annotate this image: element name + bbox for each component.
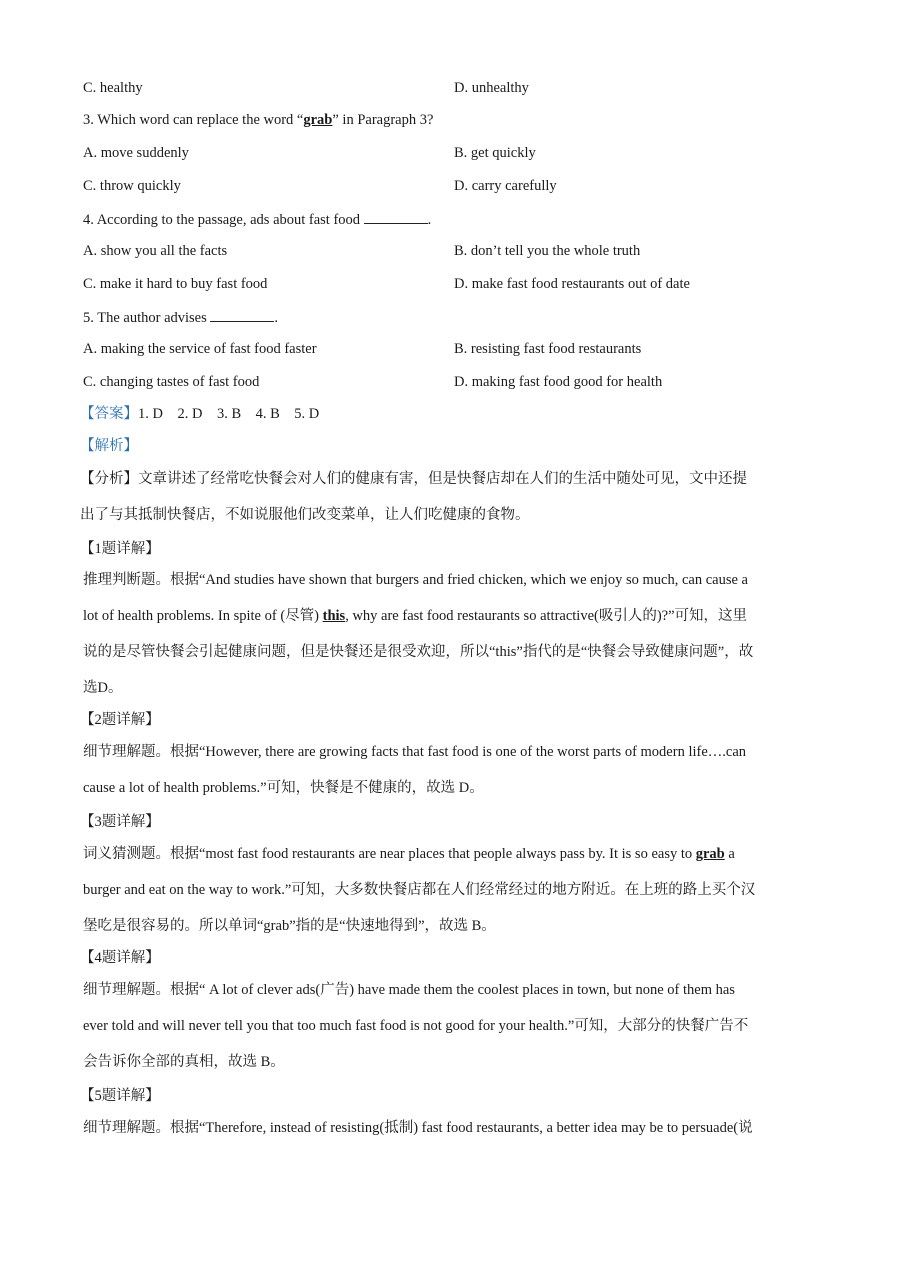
detail-3-line-2: burger and eat on the way to work.”可知，大多数快餐店都在人们经常经过的地方附近。在上班的路上买个汉 [83,882,756,898]
detail-3-line-1 [83,836,827,872]
q5-option-d: D. making fast food good for health [454,374,663,390]
detail-4-line-3: 会告诉你全部的真相，故选 B。 [83,1054,285,1070]
q3-stem-post: ” in Paragraph 3? [332,112,434,128]
detail-2-paragraph [83,734,827,806]
q2-option-c: C. healthy [83,80,143,96]
q4-stem: 4. According to the passage, ads about fast food . [83,209,431,230]
q3-option-b: B. get quickly [454,145,536,161]
detail-2-line-1: 细节理解题。根据“However, there are growing facts that fast food is one of the worst parts of modern life….can [83,744,747,760]
detail-1-line-2-pre: lot of health problems. In spite of (尽管) [83,608,323,624]
q3-option-c: C. throw quickly [83,178,181,194]
q5-answer-blank [210,307,274,322]
detail-3-line-1-pre: 词义猜测题。根据“most fast food restaurants are near places that people always pass by. It is so easy to [83,846,696,862]
q3-stem-pre: 3. Which word can replace the word “ [83,112,304,128]
q4-option-d: D. make fast food restaurants out of date [454,276,690,292]
detail-1-title: 【1题详解】 [80,541,160,557]
q3-option-d: D. carry carefully [454,178,557,194]
q4-stem-text: 4. According to the passage, ads about fast food [83,212,361,228]
detail-1-line-2 [83,598,827,634]
summary-line-2: 出了与其抵制快餐店，不如说服他们改变菜单，让人们吃健康的食物。 [80,507,530,523]
detail-3-paragraph [83,836,827,944]
detail-1-paragraph [83,562,827,706]
detail-4-paragraph [83,972,827,1080]
detail-3-line-1-post: a [724,846,735,862]
q3-option-a: A. move suddenly [83,145,189,161]
summary-paragraph [80,461,824,533]
summary-line-1: 【分析】文章讲述了经常吃快餐会对人们的健康有害，但是快餐店却在人们的生活中随处可见，文中还提 [80,471,747,487]
answer-label: 【答案】 [80,406,138,422]
detail-5-title: 【5题详解】 [80,1088,160,1104]
detail-3-title: 【3题详解】 [80,814,160,830]
detail-4-title: 【4题详解】 [80,950,160,966]
detail-4-line-2: ever told and will never tell you that too much fast food is not good for your health.”可知，大部分的快餐广告不 [83,1018,749,1034]
detail-3-keyword: grab [695,846,725,862]
detail-4-line-1: 细节理解题。根据“ A lot of clever ads(广告) have made them the coolest places in town, but none of them has [83,982,735,998]
q5-option-a: A. making the service of fast food faster [83,341,317,357]
answer-text: 1. D 2. D 3. B 4. B 5. D [138,406,320,422]
q5-option-b: B. resisting fast food restaurants [454,341,642,357]
q5-stem-text: 5. The author advises [83,310,207,326]
q3-stem [83,110,433,130]
q4-option-c: C. make it hard to buy fast food [83,276,268,292]
detail-1-line-2-post: , why are fast food restaurants so attractive(吸引人的)?”可知，这里 [345,608,748,624]
detail-3-line-3: 堡吃是很容易的。所以单词“grab”指的是“快速地得到”，故选 B。 [83,918,496,934]
detail-1-line-1: 推理判断题。根据“And studies have shown that burgers and fried chicken, which we enjoy so much, can cause a [83,572,748,588]
detail-2-title: 【2题详解】 [80,712,160,728]
q4-option-b: B. don’t tell you the whole truth [454,243,641,259]
detail-1-line-4: 选D。 [83,680,123,696]
detail-1-line-3: 说的是尽管快餐会引起健康问题，但是快餐还是很受欢迎，所以“this”指代的是“快餐会导致健康问题”，故 [83,644,754,660]
q5-stem: 5. The author advises . [83,307,278,328]
answer-line [80,404,319,424]
q5-option-c: C. changing tastes of fast food [83,374,260,390]
q3-keyword: grab [303,112,333,128]
detail-2-line-2: cause a lot of health problems.”可知，快餐是不健康的，故选 D。 [83,780,484,796]
detail-5-paragraph [83,1110,827,1146]
detail-5-line-1: 细节理解题。根据“Therefore, instead of resisting(抵制) fast food restaurants, a better idea may be to persuade(说 [83,1120,753,1136]
q4-option-a: A. show you all the facts [83,243,228,259]
q4-answer-blank [364,209,428,224]
detail-1-keyword: this [322,608,346,624]
q2-option-d: D. unhealthy [454,80,529,96]
analysis-label: 【解析】 [80,438,138,454]
